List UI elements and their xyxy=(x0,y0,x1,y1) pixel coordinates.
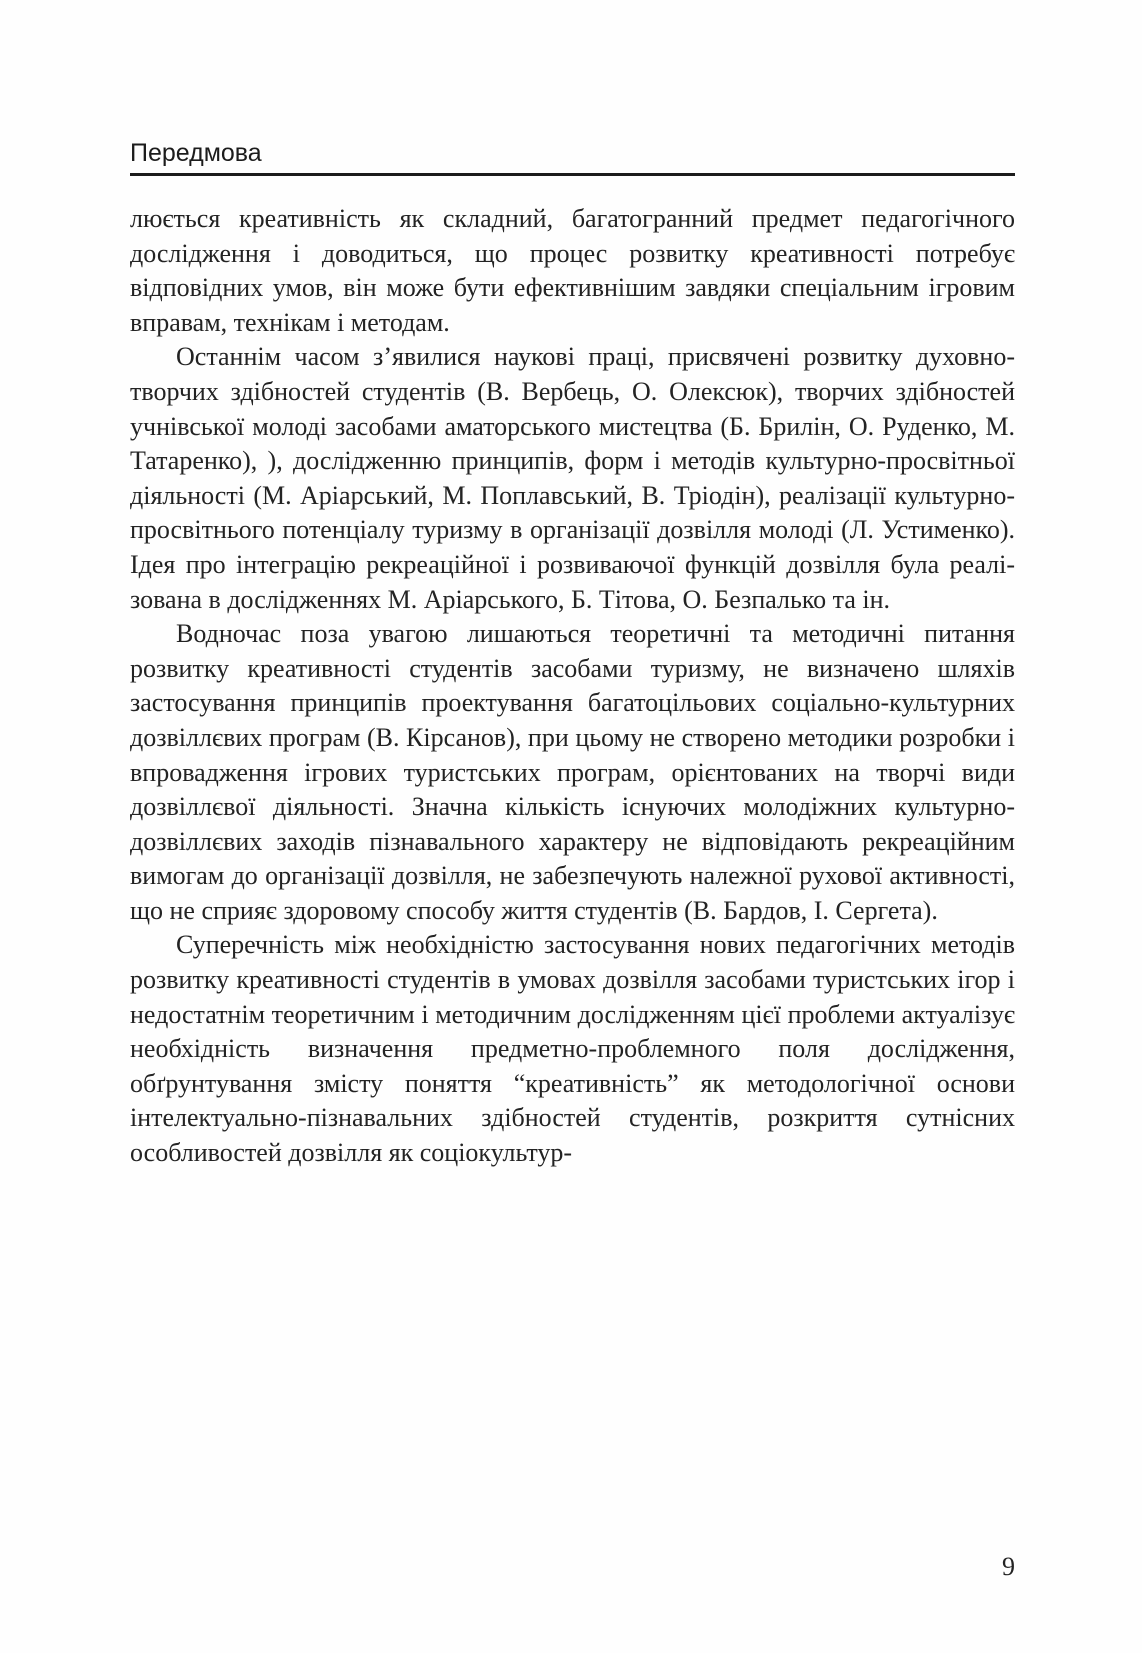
paragraph-4: Суперечність між необхідністю застосування нових педагогічних методів розвитку креативності студентів в умовах дозвілля засобами туристських ігор і недостатнім теоретичним і методичним дослідженням цієї проблеми актуалізує необхідність визначення предметно-проблемного поля дослідження, обґрунтування змісту поняття “креативність” як методологічної основи інтелектуально-пізнавальних здібностей студентів, розкриття сутнісних особливостей дозвілля як соціокультур- xyxy=(130,930,1015,1168)
header-rule xyxy=(130,173,1015,176)
page-number: 9 xyxy=(1002,1552,1015,1581)
paragraph-3: Водночас поза увагою лишаються теоретичні та методичні питання розвитку креативності студентів засобами туризму, не визначено шляхів застосування принципів проектування багатоцільових соціально-культурних дозвіллєвих програм (В. Кірсанов), при цьому не створено методики розробки і впровадження ігрових туристських програм, орієнтованих на творчі види дозвіллєвої діяльності. Значна кількість існуючих молодіжних культурно-дозвіллєвих заходів пізнавального характеру не відповідають рекреаційним вимогам до організації дозвілля, не забезпечують належної рухової активності, що не сприяє здоровому способу життя студентів (В. Бардов, І. Сергета). xyxy=(130,619,1015,925)
paragraph-2: Останнім часом з’явилися наукові праці, присвячені розвитку духовно-творчих здібностей студентів (В. Вербець, О. Олексюк), творчих здібностей учнівської молоді засобами аматорського мистецтва (Б. Брилін, О. Руденко, М. Татаренко), ), дослідженню принципів, форм і методів культурно-просвітньої діяльності (М. Аріарський, М. Поплавський, В. Тріодін), реалізації культурно-просвітнього потенціалу туризму в організації дозвілля молоді (Л. Устименко). Ідея про інтеграцію рекреаційної і розвиваючої функцій дозвілля була реалізована в дослідженнях М. Аріарського, Б. Тітова, О. Безпалько та ін. xyxy=(130,342,1015,614)
body-text xyxy=(130,202,1015,1171)
running-header-title: Передмова xyxy=(130,139,262,167)
paragraph-1: люється креативність як складний, багатогранний предмет педагогічного дослідження і доводиться, що процес розвитку креативності потребує відповідних умов, він може бути ефективнішим завдяки спеціальним ігровим вправам, технікам і методам. xyxy=(130,204,1015,337)
